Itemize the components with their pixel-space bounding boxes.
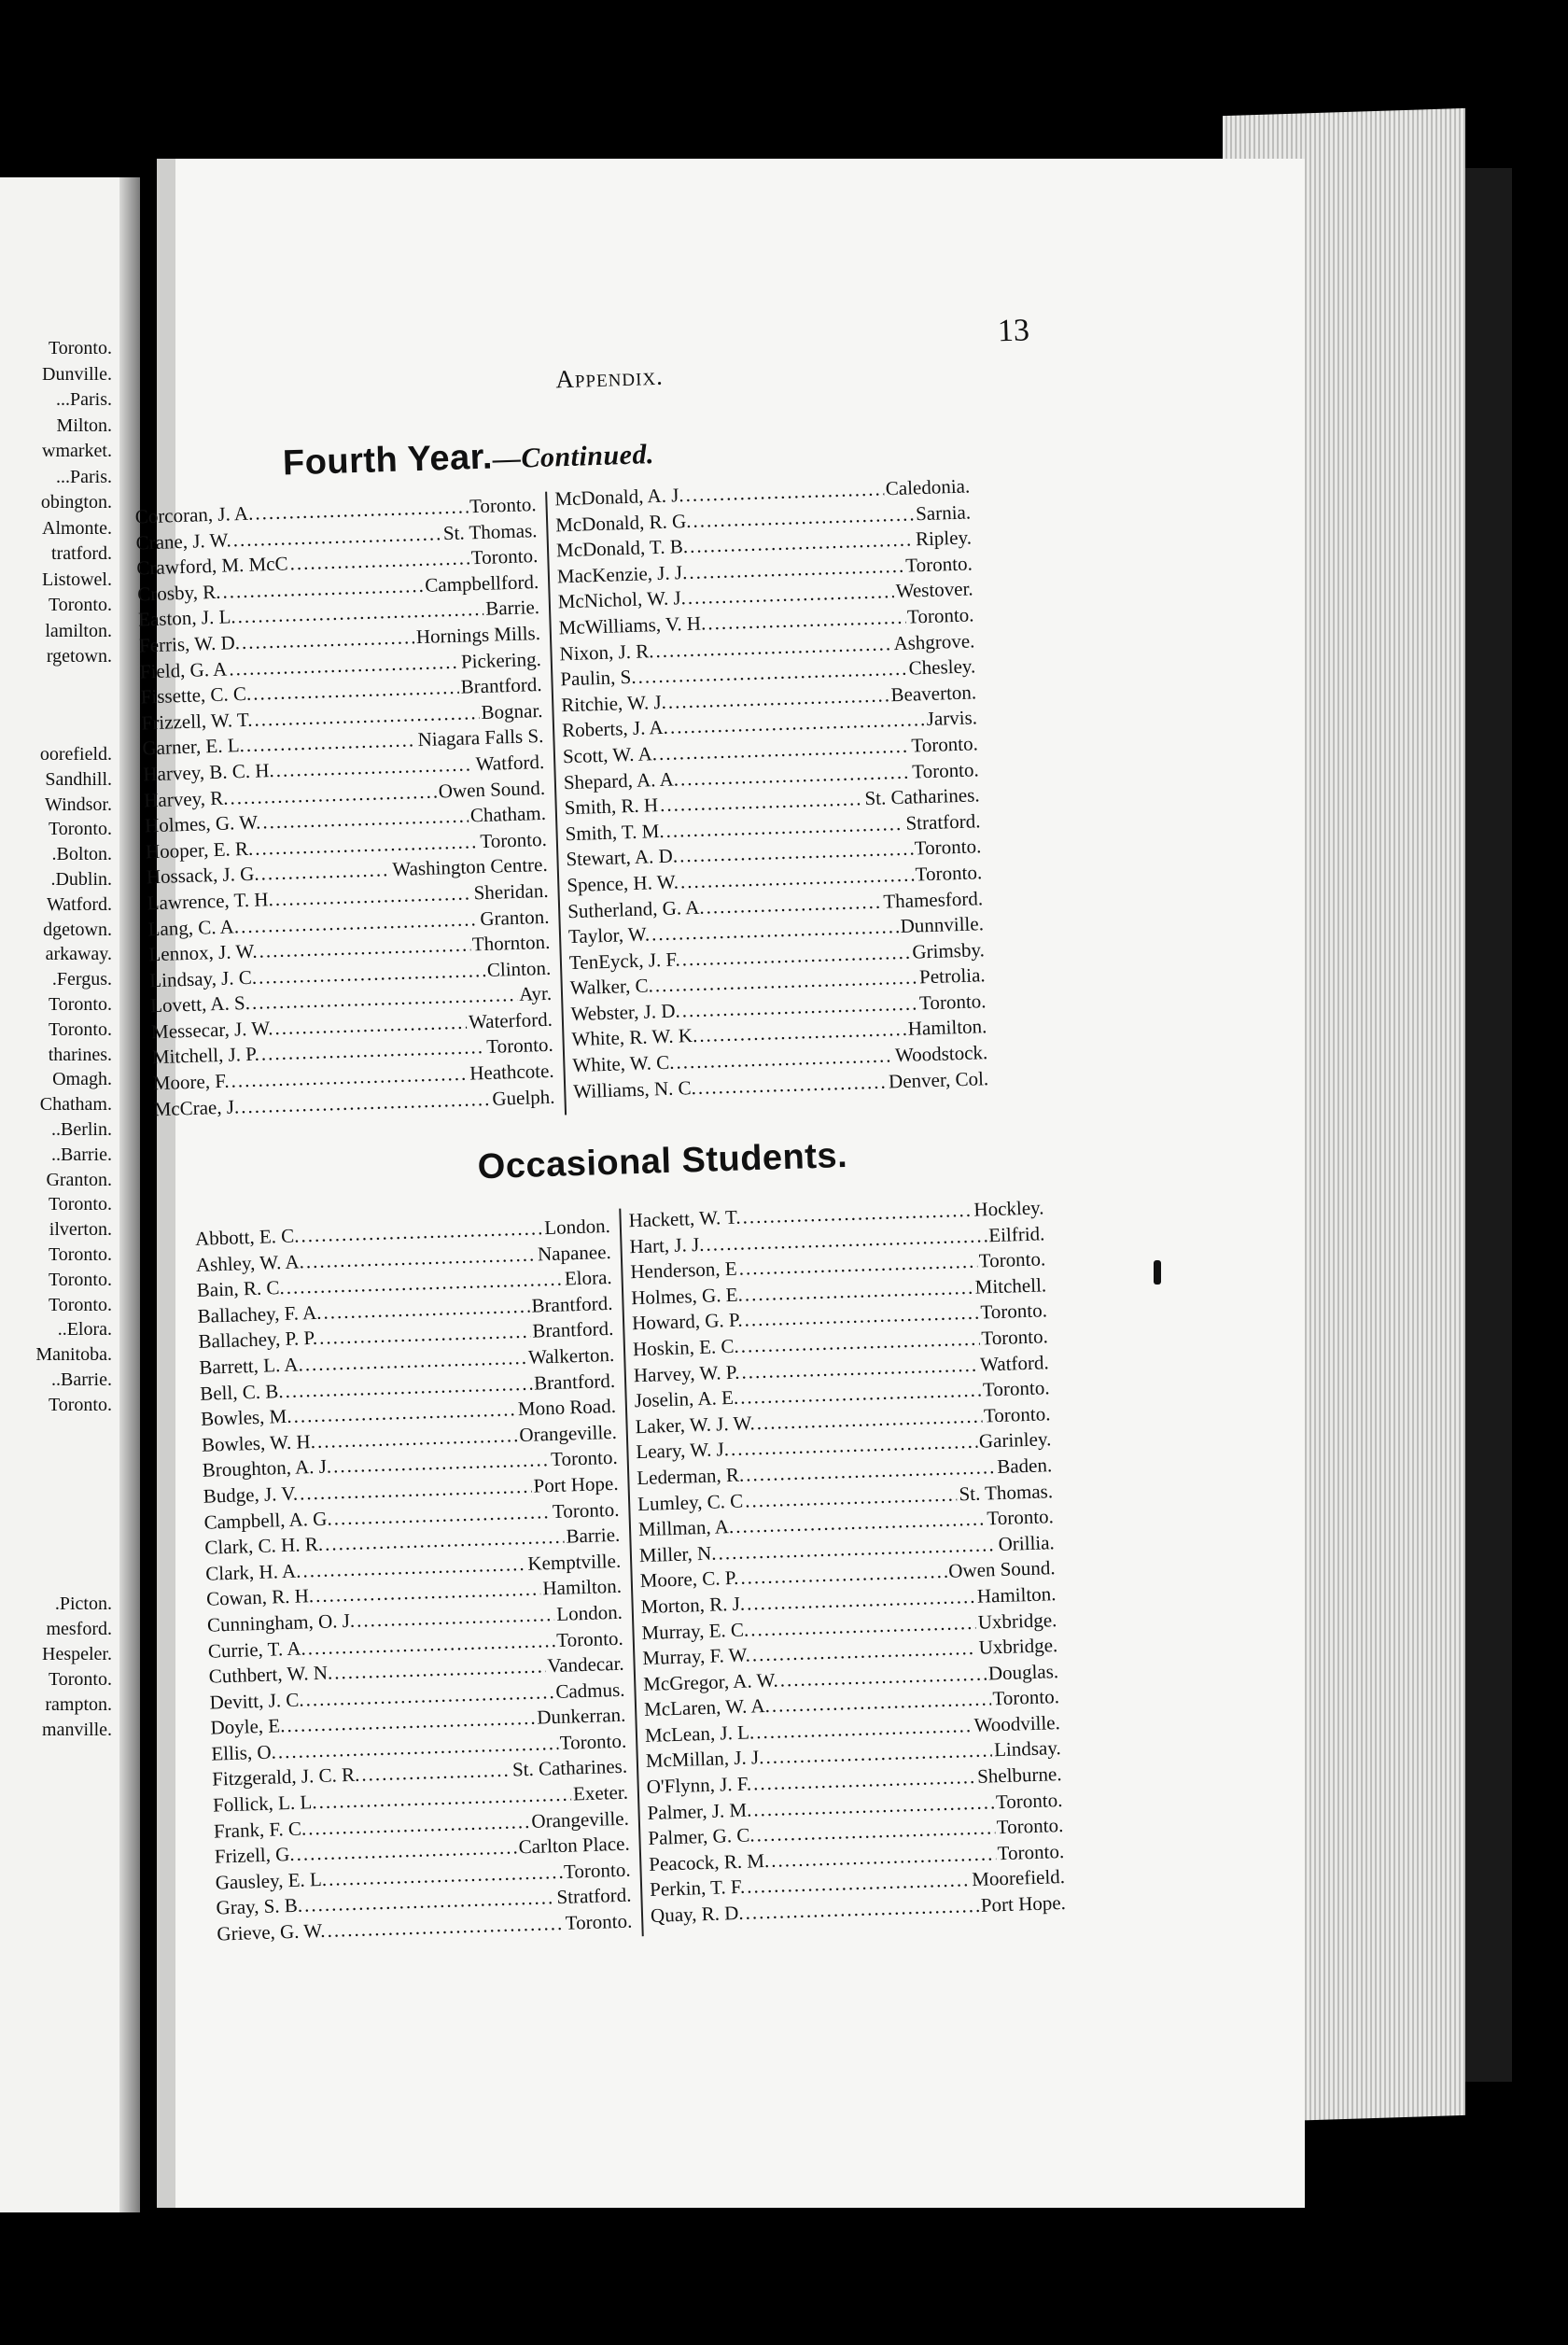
left-page-place: .Bolton. (51, 844, 112, 865)
hometown: Toronto. (995, 1788, 1063, 1813)
student-name: Broughton, A. J. (202, 1454, 332, 1482)
student-name: Holmes, G. E. (630, 1283, 744, 1310)
hometown: Toronto. (485, 1033, 554, 1059)
student-name: Peacock, R. M. (648, 1848, 770, 1875)
hometown: Chatham. (469, 802, 547, 827)
student-name: TenEyck, J. F. (568, 948, 681, 974)
student-name: Grieve, G. W. (217, 1918, 326, 1945)
page-content (134, 141, 1368, 2225)
hometown: Vandecar. (547, 1651, 624, 1678)
left-page-place: Toronto. (48, 1194, 112, 1215)
student-name: Moore, F. (152, 1069, 230, 1095)
hometown: Hockley. (973, 1196, 1044, 1221)
student-name: Ellis, O. (211, 1740, 277, 1765)
student-name: McGregor, A. W. (642, 1668, 778, 1695)
left-page-place: arkaway. (45, 944, 112, 965)
occasional-right-column (628, 1195, 1066, 1929)
student-name: Crosby, R. (136, 580, 221, 606)
student-name: Hoskin, E. C. (632, 1334, 740, 1361)
hometown: Ashgrove. (893, 628, 975, 654)
hometown: Toronto. (555, 1626, 624, 1651)
student-name: Cuthbert, W. N. (208, 1661, 333, 1688)
student-name: Palmer, G. C. (648, 1823, 755, 1850)
hometown: Toronto. (982, 1376, 1050, 1401)
hometown: Toronto. (980, 1325, 1049, 1350)
student-name: Scott, W. A. (562, 742, 658, 768)
left-page-place: Dunville. (42, 363, 112, 385)
page-number: 13 (997, 313, 1030, 349)
hometown: Westover. (895, 577, 973, 603)
hometown: Port Hope. (980, 1891, 1067, 1917)
left-page-place: Listowel. (42, 569, 112, 590)
hometown: Guelph. (492, 1085, 555, 1110)
student-name: Stewart, A. D. (566, 844, 679, 871)
hometown: Mono Road. (517, 1395, 617, 1421)
student-name: McDonald, A. J. (553, 484, 684, 511)
student-name: Laker, W. J. W. (635, 1411, 755, 1438)
student-name: White, R. W. K. (571, 1024, 698, 1051)
student-name: Murray, E. C. (641, 1617, 749, 1644)
hometown: Owen Sound. (947, 1556, 1056, 1583)
student-name: Quay, R. D. (650, 1901, 744, 1927)
left-page-place: rgetown. (46, 646, 112, 667)
left-page-place: Toronto. (48, 994, 112, 1015)
hometown: Sarnia. (915, 500, 972, 525)
left-page-place: Toronto. (48, 1018, 112, 1040)
student-name: Lawrence, T. H. (147, 888, 274, 915)
hometown: Napanee. (537, 1240, 612, 1265)
left-page-place: Toronto. (48, 595, 112, 615)
hometown: Hamilton. (542, 1575, 623, 1600)
student-name: Field, G. A (139, 657, 228, 683)
hometown: Toronto. (469, 493, 537, 518)
hometown: Toronto. (915, 861, 983, 886)
hometown: Toronto. (911, 757, 980, 783)
hometown: Beaverton. (890, 681, 977, 706)
hometown: Campbellford. (424, 569, 539, 597)
student-name: Bowles, M. (200, 1404, 292, 1430)
hometown: Toronto. (563, 1858, 631, 1883)
hometown: Brantford. (533, 1369, 616, 1395)
fourth-year-left-column (134, 492, 555, 1122)
hometown: St. Thomas. (442, 518, 538, 544)
hometown: Hornings Mills. (415, 621, 541, 649)
student-name: Lovett, A. S. (149, 991, 251, 1018)
hometown: Toronto. (918, 990, 987, 1015)
left-page-place: ..Berlin. (51, 1119, 112, 1140)
left-page-place: lamilton. (45, 620, 112, 641)
student-name: Fissette, C. C. (140, 681, 252, 709)
hometown: Ripley. (915, 526, 973, 551)
student-name: Bowles, W. H. (201, 1429, 316, 1456)
left-page-place: mesford. (46, 1619, 112, 1639)
student-name: Hart, J. J. (629, 1232, 705, 1257)
left-page-place: Toronto. (48, 1669, 112, 1690)
hometown: Shelburne. (976, 1762, 1062, 1788)
hometown: Watford. (979, 1350, 1050, 1376)
leader-dots (260, 857, 391, 887)
hometown: Toronto. (552, 1497, 620, 1523)
student-name: Moore, C. P. (639, 1566, 739, 1593)
hometown: Grimsby. (912, 937, 986, 963)
student-name: Ashley, W. A. (195, 1249, 305, 1276)
left-page-place: Windsor. (45, 793, 112, 815)
hometown: Toronto. (911, 732, 979, 757)
student-name: Lindsay, J. C. (148, 965, 258, 991)
student-name: Lumley, C. C (637, 1489, 744, 1515)
hometown: London. (555, 1600, 623, 1625)
student-name: Hooper, E. R. (145, 836, 254, 864)
left-facing-page (0, 177, 140, 2212)
student-name: Abbott, E. C. (194, 1224, 300, 1250)
left-page-place: Milton. (56, 414, 112, 436)
hometown: Bognar. (481, 698, 543, 723)
student-name: Follick, L. L. (212, 1790, 317, 1817)
left-page-place: wmarket. (42, 441, 112, 461)
student-name: McCrae, J. (153, 1095, 240, 1120)
hometown: Orangeville. (519, 1420, 618, 1446)
hometown: Uxbridge. (977, 1608, 1057, 1634)
hometown: Barrie. (566, 1523, 621, 1548)
student-name: Smith, R. H (564, 793, 659, 820)
left-page-place: Watford. (46, 893, 112, 915)
hometown: Exeter. (572, 1780, 629, 1805)
left-page-place: Omagh. (52, 1069, 112, 1090)
left-page-place: Hespeler. (42, 1644, 112, 1664)
fourth-year-right-column (554, 473, 989, 1104)
left-page-place: .Picton. (54, 1594, 112, 1614)
hometown: Toronto. (978, 1247, 1046, 1272)
student-name: White, W. C. (572, 1050, 675, 1077)
student-name: Miller, N. (638, 1541, 717, 1566)
student-name: Morton, R. J. (640, 1592, 746, 1619)
student-name: Ritchie, W. J. (560, 690, 667, 717)
hometown: Carlton Place. (518, 1832, 631, 1859)
hometown: Dunkerran. (536, 1703, 626, 1729)
student-name: Hackett, W. T. (628, 1205, 741, 1232)
student-name: Webster, J. D. (570, 999, 681, 1026)
student-name: Howard, G. P. (631, 1308, 743, 1335)
student-name: Fitzgerald, J. C. R. (211, 1763, 360, 1791)
student-name: Frizell, G. (214, 1843, 295, 1868)
left-page-place: Toronto. (48, 1294, 112, 1315)
student-name: Clark, C. H. R. (204, 1532, 324, 1559)
student-name: McDonald, R. G. (554, 509, 692, 536)
hometown: Niagara Falls S. (417, 724, 544, 751)
leader-dots (697, 1069, 887, 1101)
ink-mark (1154, 1260, 1161, 1285)
hometown: Baden. (996, 1453, 1053, 1478)
hometown: London. (543, 1214, 611, 1240)
hometown: Toronto. (565, 1909, 633, 1934)
student-name: Smith, T. M. (565, 819, 665, 845)
hometown: Cadmus. (554, 1678, 625, 1703)
student-name: Bell, C. B. (199, 1379, 284, 1405)
occasional-students-title: Occasional Students. (477, 1135, 848, 1187)
hometown: Lindsay. (993, 1736, 1062, 1762)
continued-label: —Continued. (492, 439, 655, 475)
hometown: Kemptville. (527, 1549, 622, 1575)
student-name: Taylor, W. (567, 922, 651, 948)
student-name: Crawford, M. McC (136, 552, 288, 580)
left-page-place: Toronto. (48, 1244, 112, 1265)
page-gutter (119, 177, 140, 2212)
student-name: McWilliams, V. H. (558, 611, 707, 639)
hometown: Brantford. (531, 1291, 613, 1317)
hometown: Moorefield. (971, 1865, 1066, 1891)
left-page-place: obington. (40, 492, 112, 513)
hometown: Stratford. (556, 1884, 632, 1909)
fourth-year-title (282, 432, 654, 484)
left-page-place: .Dublin. (50, 869, 112, 890)
hometown: Owen Sound. (438, 776, 546, 803)
hometown: Port Hope. (533, 1471, 619, 1497)
student-name: Messecar, J. W. (150, 1017, 273, 1044)
student-name: Clark, H. A. (204, 1559, 301, 1585)
hometown: Dunnville. (900, 912, 985, 938)
hometown: Orillia. (998, 1530, 1056, 1555)
left-page-place: ..Barrie. (51, 1144, 112, 1165)
hometown: Sheridan. (473, 878, 549, 905)
hometown: St. Catharines. (864, 783, 980, 810)
student-name: Easton, J. L. (137, 605, 236, 631)
hometown: Toronto. (997, 1839, 1065, 1865)
student-name: Nixon, J. R. (559, 639, 654, 665)
student-name: Williams, N. C. (572, 1075, 697, 1102)
hometown: Granton. (479, 905, 550, 930)
left-page-place: Manitoba. (35, 1344, 112, 1366)
student-name: Hossack, J. G. (146, 862, 259, 889)
student-name: Palmer, J. M. (647, 1798, 752, 1824)
left-page-place: Toronto. (48, 1269, 112, 1290)
student-name: Ballachey, F. A. (197, 1300, 322, 1327)
hometown: Thamesford. (882, 886, 984, 913)
hometown: Toronto. (904, 552, 973, 577)
student-name: Lennox, J. W. (148, 939, 258, 966)
hometown: St. Catharines. (511, 1755, 628, 1781)
left-page-place: dgetown. (43, 919, 112, 940)
hometown: Hamilton. (976, 1582, 1057, 1608)
student-name: Roberts, J. A. (561, 716, 669, 742)
hometown: Watford. (475, 750, 545, 776)
student-name: Murray, F. W. (642, 1643, 751, 1670)
student-name: Campbell, A. G. (203, 1506, 332, 1534)
hometown: Woodstock. (894, 1041, 988, 1067)
student-name: Barrett, L. A. (199, 1353, 304, 1379)
hometown: Clinton. (486, 956, 552, 981)
left-page-place: manville. (42, 1720, 112, 1740)
hometown: Toronto. (479, 827, 548, 852)
left-page-place: tratford. (51, 543, 112, 564)
student-name: Cunningham, O. J. (206, 1608, 356, 1636)
left-page-place: Sandhill. (45, 768, 112, 790)
student-name: Harvey, R. (143, 786, 229, 811)
hometown: Mitchell. (974, 1273, 1047, 1299)
hometown: Toronto. (559, 1729, 627, 1754)
student-name: Spence, H. W. (566, 870, 679, 897)
hometown: Hamilton. (907, 1015, 987, 1041)
hometown: Orangeville. (531, 1806, 630, 1832)
running-header: Appendix. (554, 361, 665, 394)
student-name: Henderson, E (630, 1257, 738, 1284)
hometown: Petrolia. (918, 963, 986, 989)
left-page-place: ...Paris. (56, 389, 112, 410)
hometown: Uxbridge. (978, 1634, 1058, 1659)
left-page-place: ..Elora. (57, 1319, 112, 1341)
hometown: Walkerton. (527, 1342, 615, 1369)
student-name: McLaren, W. A. (643, 1694, 771, 1721)
student-name: McDonald, T. B. (555, 535, 689, 562)
hometown: Elora. (564, 1266, 612, 1290)
hometown: Toronto. (983, 1401, 1051, 1427)
hometown: Stratford. (905, 808, 981, 835)
student-name: McMillan, J. J. (645, 1746, 764, 1773)
student-name: Doyle, E. (210, 1714, 286, 1739)
student-name: Shepard, A. A. (563, 766, 679, 793)
student-name: Ferris, W. D. (138, 631, 241, 657)
hometown: Pickering. (460, 647, 542, 673)
student-name: Corcoran, J. A. (134, 501, 254, 528)
occasional-left-column (195, 1214, 633, 1947)
hometown: Jarvis. (926, 706, 978, 731)
student-name: McLean, J. L. (644, 1720, 755, 1747)
hometown: Thornton. (471, 930, 551, 956)
student-name: Devitt, J. C. (209, 1688, 304, 1714)
student-name: Currie, T. A. (207, 1636, 307, 1663)
student-name: Crane, J. W. (135, 527, 231, 555)
left-page-place: rampton. (45, 1694, 112, 1715)
student-name: O'Flynn, J. F. (646, 1772, 752, 1799)
hometown: Brantford. (460, 673, 542, 698)
left-page-place: Granton. (46, 1169, 112, 1190)
main-page (134, 159, 1305, 2208)
student-name: Gray, S. B. (216, 1894, 303, 1919)
hometown: Douglas. (987, 1659, 1059, 1685)
left-page-place: Toronto. (48, 1394, 112, 1415)
student-name: MacKenzie, J. J. (556, 560, 688, 588)
student-name: Budge, J. V. (203, 1481, 299, 1508)
student-name: Frizzell, W. T. (141, 708, 253, 735)
hometown: Brantford. (532, 1317, 614, 1342)
left-page-place: tharines. (48, 1044, 112, 1065)
left-page-place: ilverton. (49, 1219, 112, 1241)
student-name: Lederman, R. (636, 1463, 745, 1490)
student-name: Holmes, G. W. (144, 810, 261, 837)
hometown: Waterford. (468, 1007, 553, 1033)
left-page-place: Toronto. (48, 338, 112, 358)
left-page-place: oorefield. (39, 744, 112, 765)
left-page-place: .Fergus. (51, 969, 112, 990)
hometown: Toronto. (906, 603, 974, 628)
hometown: Heathcote. (469, 1059, 554, 1085)
hometown: Eilfrid. (987, 1221, 1045, 1246)
hometown: St. Thomas. (959, 1479, 1054, 1505)
hometown: Ayr. (518, 982, 553, 1006)
left-page-place: ..Barrie. (51, 1369, 112, 1390)
student-name: Paulin, S. (560, 665, 637, 691)
student-name: Garner, E. L. (142, 734, 245, 760)
student-name: Mitchell, J. P. (151, 1043, 260, 1069)
student-name: Perkin, T. F. (649, 1875, 746, 1902)
hometown: Chesley. (908, 654, 976, 680)
student-name: Sutherland, G. A. (567, 895, 705, 922)
hometown: Toronto. (992, 1685, 1060, 1710)
hometown: Barrie. (484, 596, 540, 621)
left-page-place: Toronto. (48, 819, 112, 840)
student-name: Cowan, R. H. (205, 1584, 315, 1611)
fourth-year-heading: Fourth Year. (282, 437, 494, 484)
hometown: Toronto. (550, 1446, 619, 1471)
student-name: Frank, F. C. (213, 1817, 307, 1843)
student-name: Walker, C. (569, 974, 654, 1000)
student-name: Ballachey, P. P. (198, 1327, 318, 1354)
left-page-place: Chatham. (39, 1094, 112, 1116)
hometown: Washington Centre. (392, 853, 549, 881)
student-name: Harvey, W. P. (633, 1360, 740, 1386)
hometown: Woodville. (973, 1710, 1061, 1736)
hometown: Toronto. (980, 1299, 1048, 1324)
left-page-place: Almonte. (42, 517, 112, 539)
student-name: Leary, W. J. (636, 1438, 730, 1464)
hometown: Caledonia. (885, 474, 971, 500)
student-name: Joselin, A. E. (634, 1385, 739, 1412)
hometown: Toronto. (470, 544, 539, 569)
student-name: Harvey, B. C. H. (143, 758, 275, 786)
hometown: Garinley. (978, 1427, 1052, 1453)
student-name: Bain, R. C. (196, 1276, 286, 1302)
hometown: Toronto. (914, 835, 982, 860)
student-name: Millman, A. (637, 1515, 735, 1541)
hometown: Toronto. (987, 1505, 1055, 1530)
hometown: Denver, Col. (888, 1066, 989, 1093)
student-name: Gausley, E. L. (215, 1867, 328, 1894)
hometown: Toronto. (996, 1814, 1064, 1839)
left-page-place: ...Paris. (56, 466, 112, 487)
student-name: McNichol, W. J. (557, 586, 687, 613)
student-name: Lang, C. A. (147, 914, 240, 940)
